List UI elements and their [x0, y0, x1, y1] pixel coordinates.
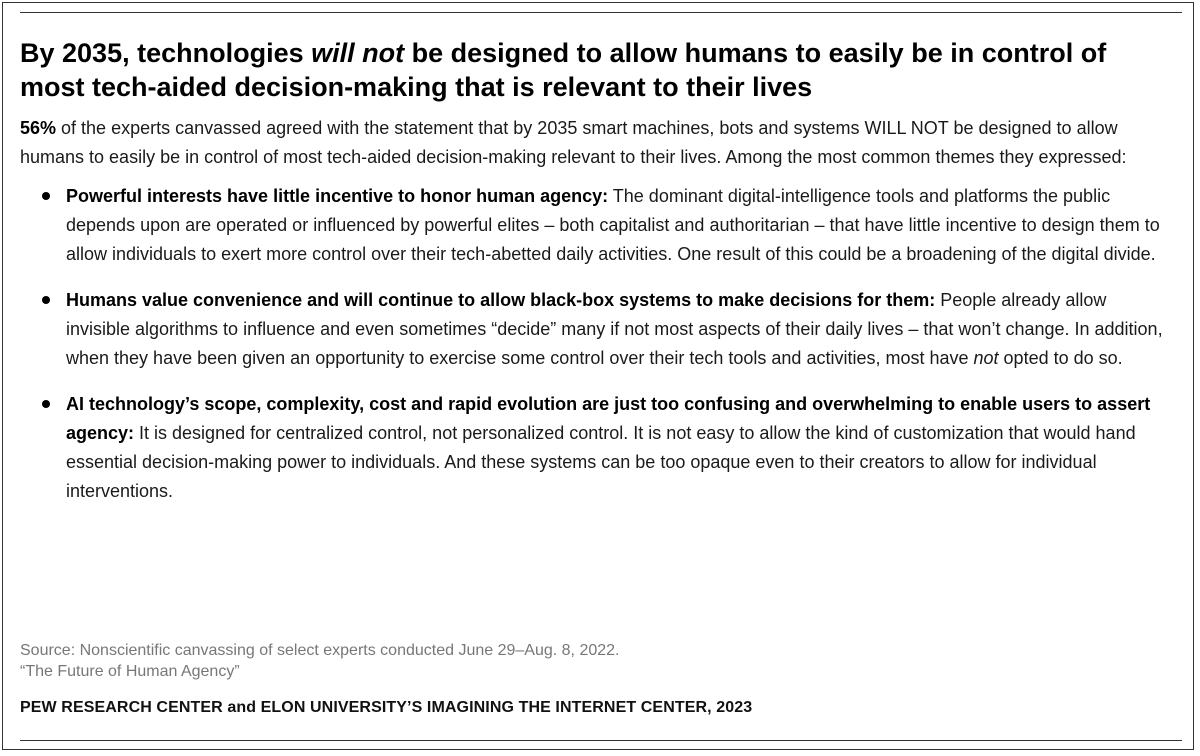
theme-emphasis: not — [973, 348, 999, 368]
theme-heading: Humans value convenience and will continue to allow black-box systems to make decisions for them: — [66, 290, 936, 310]
title-part-2: be designed to allow humans to easily be in control of most tech-aided decision-making that is relevant to their lives — [20, 38, 1107, 102]
title-emphasis: will not — [311, 38, 405, 68]
bullet-icon — [42, 296, 50, 304]
bottom-divider — [20, 740, 1182, 741]
title-part-1: By 2035, technologies — [20, 38, 312, 68]
intro-paragraph — [20, 114, 1172, 172]
top-divider — [20, 12, 1182, 13]
main-content — [20, 36, 1172, 523]
source-line-2: “The Future of Human Agency” — [20, 663, 240, 680]
theme-text: It is designed for centralized control, not personalized control. It is not easy to allow the kind of customization that would hand essential decision-making power to individuals. And these systems can be too opaque even to their creators to allow for individual interventions. — [66, 423, 1136, 501]
theme-item — [20, 390, 1172, 506]
source-line-1: Source: Nonscientific canvassing of select experts conducted June 29–Aug. 8, 2022. — [20, 642, 620, 659]
credit-line: PEW RESEARCH CENTER and ELON UNIVERSITY’S IMAGINING THE INTERNET CENTER, 2023 — [20, 699, 753, 716]
bullet-icon — [42, 400, 50, 408]
theme-text: The dominant digital-intelligence tools and platforms the public depends upon are operated or influenced by powerful elites – both capitalist and authoritarian – that have little incentive to design them to allow individuals to exert more control over their tech-abetted daily activities. One result of this could be a broadening of the digital divide. — [66, 186, 1160, 264]
theme-heading: Powerful interests have little incentive to honor human agency: — [66, 186, 609, 206]
page-title — [20, 36, 1172, 104]
intro-text: of the experts canvassed agreed with the statement that by 2035 smart machines, bots and systems WILL NOT be designed to allow humans to easily be in control of most tech-aided decision-making relevant to their lives. Among the most common themes they expressed: — [20, 118, 1127, 167]
theme-text: People already allow invisible algorithms to influence and even sometimes “decide” many if not most aspects of their daily lives – that won’t change. In addition, when they have been given an opportunity to exercise some control over their tech tools and activities, most have — [66, 290, 1163, 368]
bullet-icon — [42, 192, 50, 200]
intro-percent: 56% — [20, 118, 57, 138]
theme-text-end: opted to do so. — [998, 348, 1123, 368]
source-note — [20, 640, 619, 682]
themes-list — [20, 182, 1172, 506]
theme-item — [20, 182, 1172, 269]
theme-item — [20, 286, 1172, 373]
theme-heading: AI technology’s scope, complexity, cost and rapid evolution are just too confusing and overwhelming to enable users to assert agency: — [66, 394, 1151, 443]
